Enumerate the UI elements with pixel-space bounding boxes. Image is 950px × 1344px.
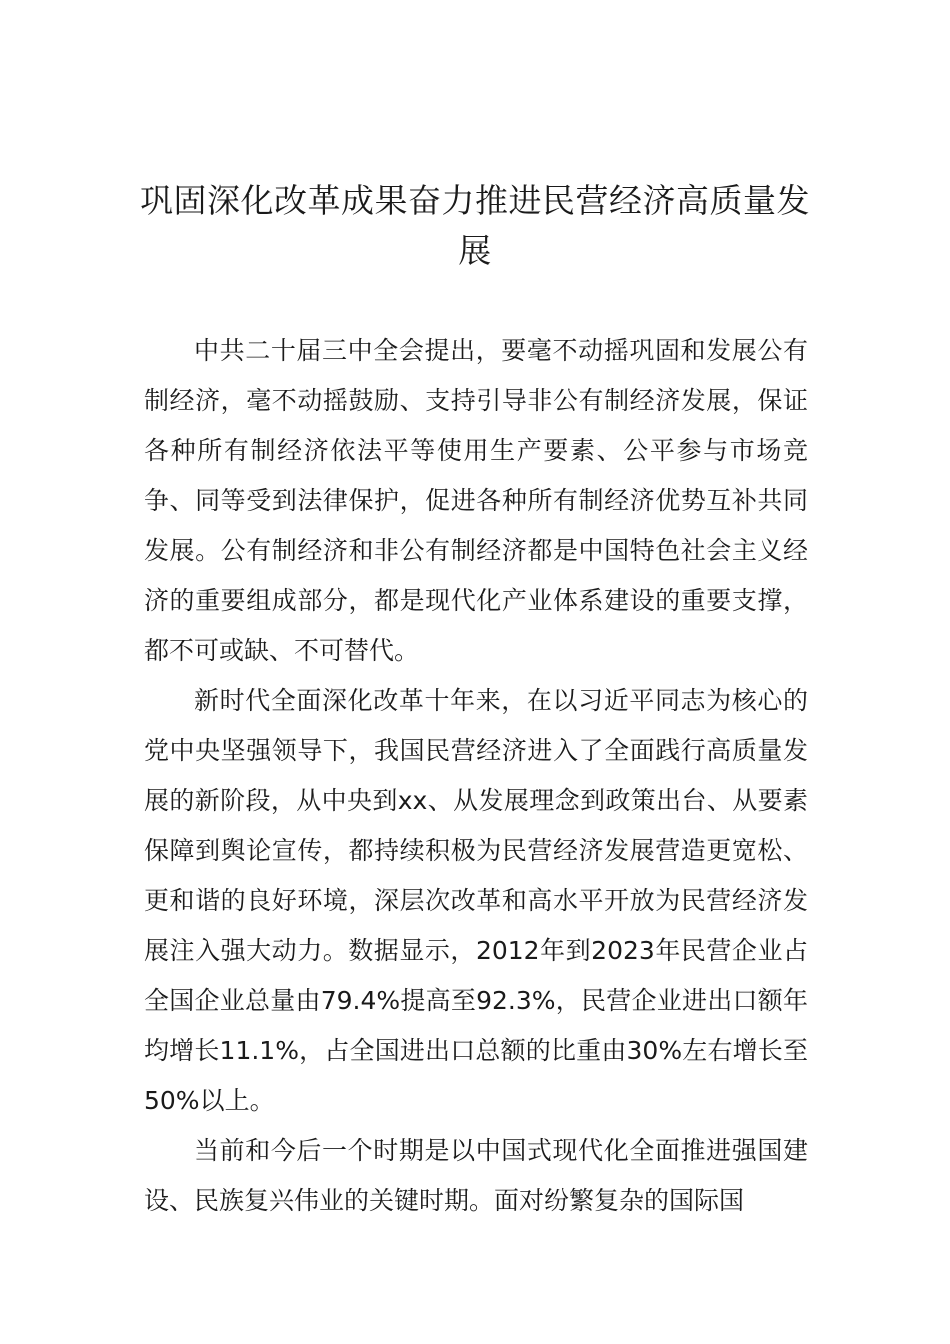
document-body (144, 326, 808, 1226)
paragraph-1: 中共二十届三中全会提出，要毫不动摇巩固和发展公有制经济，毫不动摇鼓励、支持引导非公有制经济发展，保证各种所有制经济依法平等使用生产要素、公平参与市场竞争、同等受到法律保护，促进各种所有制经济优势互补共同发展。公有制经济和非公有制经济都是中国特色社会主义经济的重要组成部分，都是现代化产业体系建设的重要支撑，都不可或缺、不可替代。 (144, 336, 808, 665)
paragraph-2: 新时代全面深化改革十年来，在以习近平同志为核心的党中央坚强领导下，我国民营经济进入了全面践行高质量发展的新阶段，从中央到xx、从发展理念到政策出台、从要素保障到舆论宣传，都持续积极为民营经济发展营造更宽松、更和谐的良好环境，深层次改革和高水平开放为民营经济发展注入强大动力。数据显示，2012年到2023年民营企业占全国企业总量由79.4%提高至92.3%，民营企业进出口额年均增长11.1%，占全国进出口总额的比重由30%左右增长至50%以上。 (144, 686, 808, 1115)
paragraph-3: 当前和今后一个时期是以中国式现代化全面推进强国建设、民族复兴伟业的关键时期。面对纷繁复杂的国际国 (144, 1136, 808, 1215)
document-title: 巩固深化改革成果奋力推进民营经济高质量发展 (140, 181, 810, 270)
